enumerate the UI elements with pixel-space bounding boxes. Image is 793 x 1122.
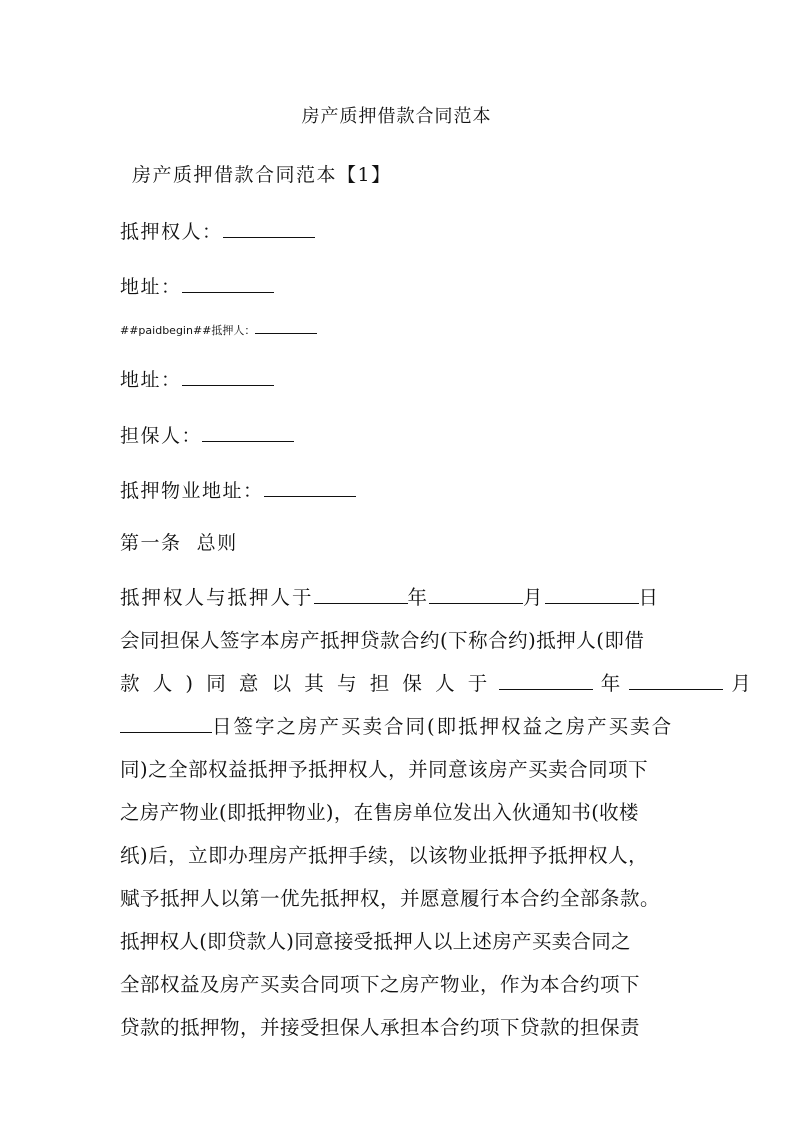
- guarantor-field: [120, 421, 294, 448]
- para-text: 年: [600, 672, 622, 695]
- para-line-6: 之房产物业(即抵押物业)，在售房单位发出入伙通知书(收楼: [120, 801, 639, 824]
- property-address-field: [120, 476, 356, 503]
- para-line-9: 抵押权人(即贷款人)同意接受抵押人以上述房产买卖合同之: [120, 930, 631, 953]
- para-text: 日签字之房产买卖合同(即抵押权益之房产买卖合: [212, 715, 674, 738]
- mortgagor-label: ##paidbegin##抵押人：: [120, 324, 256, 337]
- address2-field: [120, 365, 274, 392]
- month-blank: [429, 585, 523, 604]
- para-line-2: 会同担保人签字本房产抵押贷款合约(下称合约)抵押人(即借: [120, 629, 645, 652]
- property-address-label: 抵押物业地址：: [120, 480, 264, 502]
- para-line-5: 同)之全部权益抵押予抵押权人，并同意该房产买卖合同项下: [120, 758, 649, 781]
- document-title: 房产质押借款合同范本: [301, 106, 492, 127]
- para-text: 日: [638, 586, 661, 609]
- para-text: 月: [523, 586, 545, 609]
- para-line-8: 赋予抵押人以第一优先抵押权，并愿意履行本合约全部条款。: [120, 887, 661, 910]
- address1-field: [120, 272, 274, 299]
- para-line-3: [120, 668, 752, 696]
- para-text: 月: [731, 672, 752, 695]
- guarantor-label: 担保人：: [120, 425, 203, 447]
- address1-label: 地址：: [120, 276, 182, 298]
- address1-blank: [182, 274, 274, 293]
- mortgagee-blank: [223, 219, 315, 238]
- article-1-heading: 第一条 总则: [120, 532, 238, 554]
- mortgagor-field: [120, 322, 317, 338]
- day-blank: [545, 585, 639, 604]
- address2-label: 地址：: [120, 369, 182, 391]
- year-blank: [314, 585, 408, 604]
- month-blank: [629, 671, 723, 690]
- mortgagor-blank: [255, 323, 317, 334]
- para-text: 款 人 ) 同 意 以 其 与 担 保 人 于: [120, 672, 491, 695]
- para-text: 抵押权人与抵押人于: [120, 586, 314, 609]
- day-blank: [120, 714, 212, 733]
- para-line-7: 纸)后，立即办理房产抵押手续，以该物业抵押予抵押权人，: [120, 844, 649, 867]
- para-line-1: [120, 582, 660, 610]
- year-blank: [499, 671, 593, 690]
- property-address-blank: [264, 478, 356, 497]
- address2-blank: [182, 367, 274, 386]
- para-text: 年: [407, 586, 430, 609]
- section-subtitle: 房产质押借款合同范本【1】: [132, 164, 392, 186]
- para-line-10: 全部权益及房产买卖合同项下之房产物业，作为本合约项下: [120, 973, 641, 996]
- mortgagee-label: 抵押权人：: [120, 221, 223, 243]
- mortgagee-field: [120, 217, 315, 244]
- guarantor-blank: [202, 423, 294, 442]
- para-line-4: [120, 711, 673, 739]
- para-line-11: 贷款的抵押物，并接受担保人承担本合约项下贷款的担保责: [120, 1016, 641, 1039]
